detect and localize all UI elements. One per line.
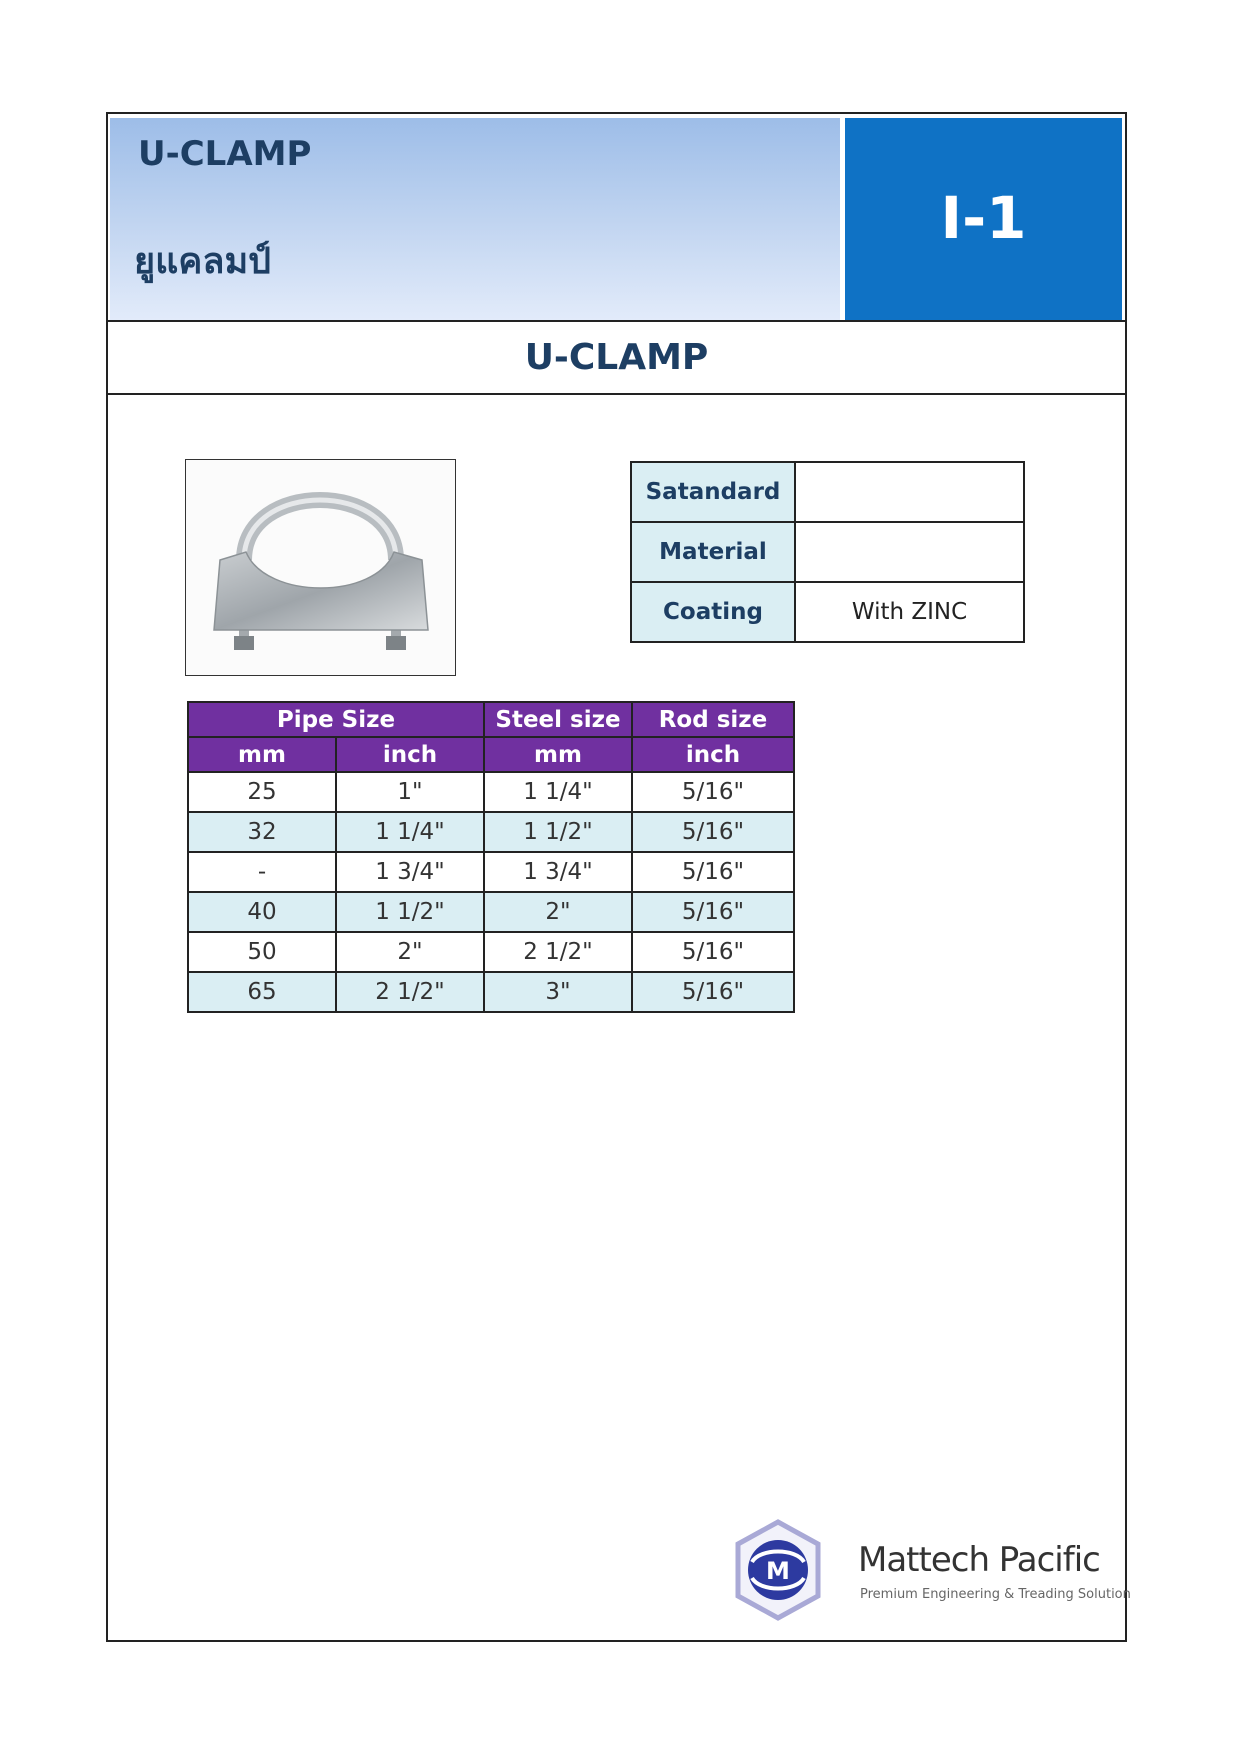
hexagon-logo-icon xyxy=(730,1518,826,1622)
table-cell: 25 xyxy=(188,772,336,812)
table-cell: 1 1/4" xyxy=(484,772,632,812)
unit-header: mm xyxy=(484,737,632,772)
table-cell: 1 1/4" xyxy=(336,812,484,852)
spec-row xyxy=(631,522,1024,582)
group-header-row xyxy=(188,702,794,737)
unit-header-row xyxy=(188,737,794,772)
brand-name: Mattech Pacific xyxy=(858,1540,1100,1580)
title-thai: ยูแคลมป์ xyxy=(134,241,272,282)
logo-letter: M xyxy=(766,1557,790,1585)
table-cell: 1 3/4" xyxy=(336,852,484,892)
group-header: Steel size xyxy=(484,702,632,737)
product-code: I-1 xyxy=(940,184,1027,252)
table-cell: 2 1/2" xyxy=(336,972,484,1012)
table-cell: 1" xyxy=(336,772,484,812)
table-cell: - xyxy=(188,852,336,892)
section-title: U-CLAMP xyxy=(524,337,709,378)
table-cell: 50 xyxy=(188,932,336,972)
table-cell: 1 3/4" xyxy=(484,852,632,892)
table-cell: 5/16" xyxy=(632,892,794,932)
company-logo xyxy=(730,1518,826,1626)
spec-row xyxy=(631,582,1024,642)
section-divider xyxy=(106,393,1127,395)
spec-label: Satandard xyxy=(631,462,795,522)
title-english: U-CLAMP xyxy=(138,134,312,174)
header-divider xyxy=(106,320,1127,322)
unit-header: mm xyxy=(188,737,336,772)
table-cell: 2 1/2" xyxy=(484,932,632,972)
table-cell: 65 xyxy=(188,972,336,1012)
table-row xyxy=(188,892,794,932)
size-table xyxy=(187,701,795,1013)
group-header: Pipe Size xyxy=(188,702,484,737)
spec-table xyxy=(630,461,1025,643)
table-cell: 5/16" xyxy=(632,772,794,812)
product-photo xyxy=(185,459,456,676)
table-cell: 5/16" xyxy=(632,852,794,892)
spec-row xyxy=(631,462,1024,522)
table-cell: 2" xyxy=(484,892,632,932)
table-cell: 40 xyxy=(188,892,336,932)
brand-tagline: Premium Engineering & Treading Solution xyxy=(860,1587,1131,1602)
table-cell: 5/16" xyxy=(632,972,794,1012)
table-row xyxy=(188,852,794,892)
table-cell: 3" xyxy=(484,972,632,1012)
spec-label: Material xyxy=(631,522,795,582)
table-row xyxy=(188,812,794,852)
table-cell: 32 xyxy=(188,812,336,852)
spec-value xyxy=(795,462,1024,522)
table-row xyxy=(188,972,794,1012)
table-row xyxy=(188,772,794,812)
spec-value xyxy=(795,522,1024,582)
table-cell: 1 1/2" xyxy=(336,892,484,932)
u-clamp-image xyxy=(186,460,454,674)
table-cell: 1 1/2" xyxy=(484,812,632,852)
unit-header: inch xyxy=(632,737,794,772)
table-cell: 5/16" xyxy=(632,812,794,852)
table-cell: 5/16" xyxy=(632,932,794,972)
spec-value: With ZINC xyxy=(795,582,1024,642)
spec-label: Coating xyxy=(631,582,795,642)
group-header: Rod size xyxy=(632,702,794,737)
unit-header: inch xyxy=(336,737,484,772)
table-cell: 2" xyxy=(336,932,484,972)
table-row xyxy=(188,932,794,972)
